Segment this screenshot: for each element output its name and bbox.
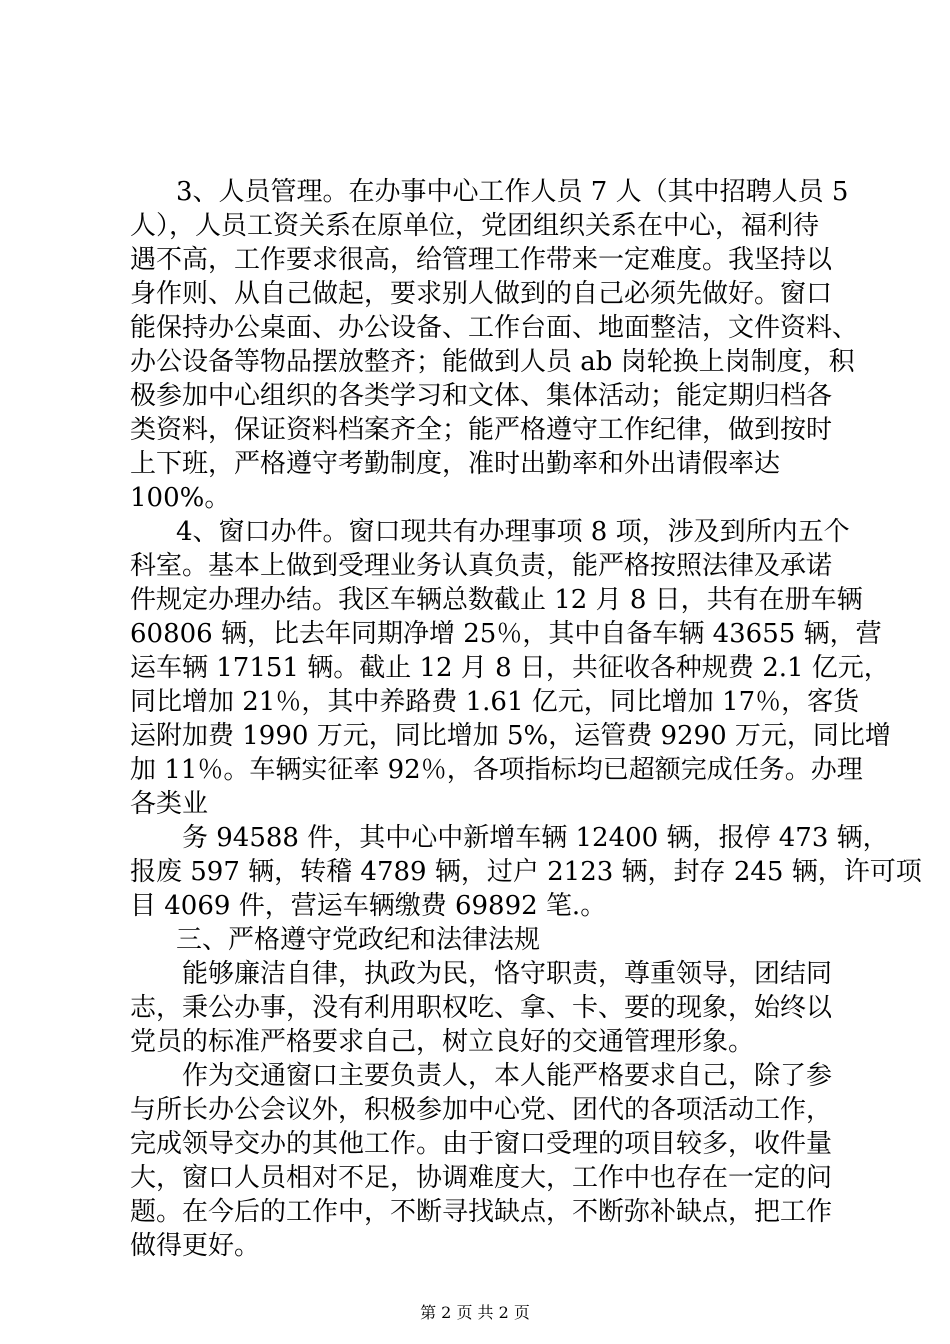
text-line: 加 11％。车辆实征率 92％，各项指标均已超额完成任务。办理 (130, 755, 863, 785)
text-line: 同比增加 21％，其中养路费 1.61 亿元，同比增加 17％，客货 (130, 687, 860, 717)
text-line: 完成领导交办的其他工作。由于窗口受理的项目较多，收件量 (130, 1129, 833, 1159)
text-line: 报废 597 辆，转稽 4789 辆，过户 2123 辆，封存 245 辆，许可项 (130, 857, 922, 887)
text-line: 志，秉公办事，没有利用职权吃、拿、卡、要的现象，始终以 (130, 993, 833, 1023)
text-line: 100%。 (130, 483, 231, 513)
text-line: 科室。基本上做到受理业务认真负责，能严格按照法律及承诺 (130, 551, 833, 581)
text-line: 运车辆 17151 辆。截止 12 月 8 日，共征收各种规费 2.1 亿元， (130, 653, 890, 683)
section-heading: 三、严格遵守党政纪和法律法规 (176, 925, 541, 955)
text-line: 办公设备等物品摆放整齐；能做到人员 ab 岗轮换上岗制度，积 (130, 347, 855, 377)
text-line: 4、窗口办件。窗口现共有办理事项 8 项，涉及到所内五个 (176, 517, 850, 547)
text-line: 各类业 (130, 789, 209, 819)
text-line: 运附加费 1990 万元，同比增加 5%，运管费 9290 万元，同比增 (130, 721, 891, 751)
text-line: 能保持办公桌面、办公设备、工作台面、地面整洁，文件资料、 (130, 313, 859, 343)
text-line: 能够廉洁自律，执政为民，恪守职责，尊重领导，团结同 (182, 959, 833, 989)
page-footer: 第 2 页 共 2 页 (420, 1303, 530, 1322)
text-line: 极参加中心组织的各类学习和文体、集体活动；能定期归档各 (130, 381, 833, 411)
text-line: 作为交通窗口主要负责人，本人能严格要求自己，除了参 (182, 1061, 833, 1091)
text-line: 件规定办理办结。我区车辆总数截止 12 月 8 日，共有在册车辆 (130, 585, 863, 615)
text-line: 上下班，严格遵守考勤制度，准时出勤率和外出请假率达 (130, 449, 781, 479)
text-line: 做得更好。 (130, 1231, 261, 1261)
text-line: 目 4069 件，营运车辆缴费 69892 笔.。 (130, 891, 607, 921)
text-line: 务 94588 件，其中心中新增车辆 12400 辆，报停 473 辆， (182, 823, 889, 853)
text-line: 身作则、从自己做起，要求别人做到的自己必须先做好。窗口 (130, 279, 833, 309)
text-line: 人），人员工资关系在原单位，党团组织关系在中心，福利待 (130, 211, 820, 241)
text-line: 题。在今后的工作中，不断寻找缺点，不断弥补缺点，把工作 (130, 1197, 833, 1227)
text-line: 与所长办公会议外，积极参加中心党、团代的各项活动工作， (130, 1095, 833, 1125)
text-line: 党员的标准严格要求自己，树立良好的交通管理形象。 (130, 1027, 755, 1057)
text-line: 大，窗口人员相对不足，协调难度大，工作中也存在一定的问 (130, 1163, 833, 1193)
text-line: 3、人员管理。在办事中心工作人员 7 人（其中招聘人员 5 (176, 177, 849, 207)
text-line: 60806 辆，比去年同期净增 25％，其中自备车辆 43655 辆，营 (130, 619, 882, 649)
text-line: 遇不高，工作要求很高，给管理工作带来一定难度。我坚持以 (130, 245, 833, 275)
text-line: 类资料，保证资料档案齐全；能严格遵守工作纪律，做到按时 (130, 415, 833, 445)
